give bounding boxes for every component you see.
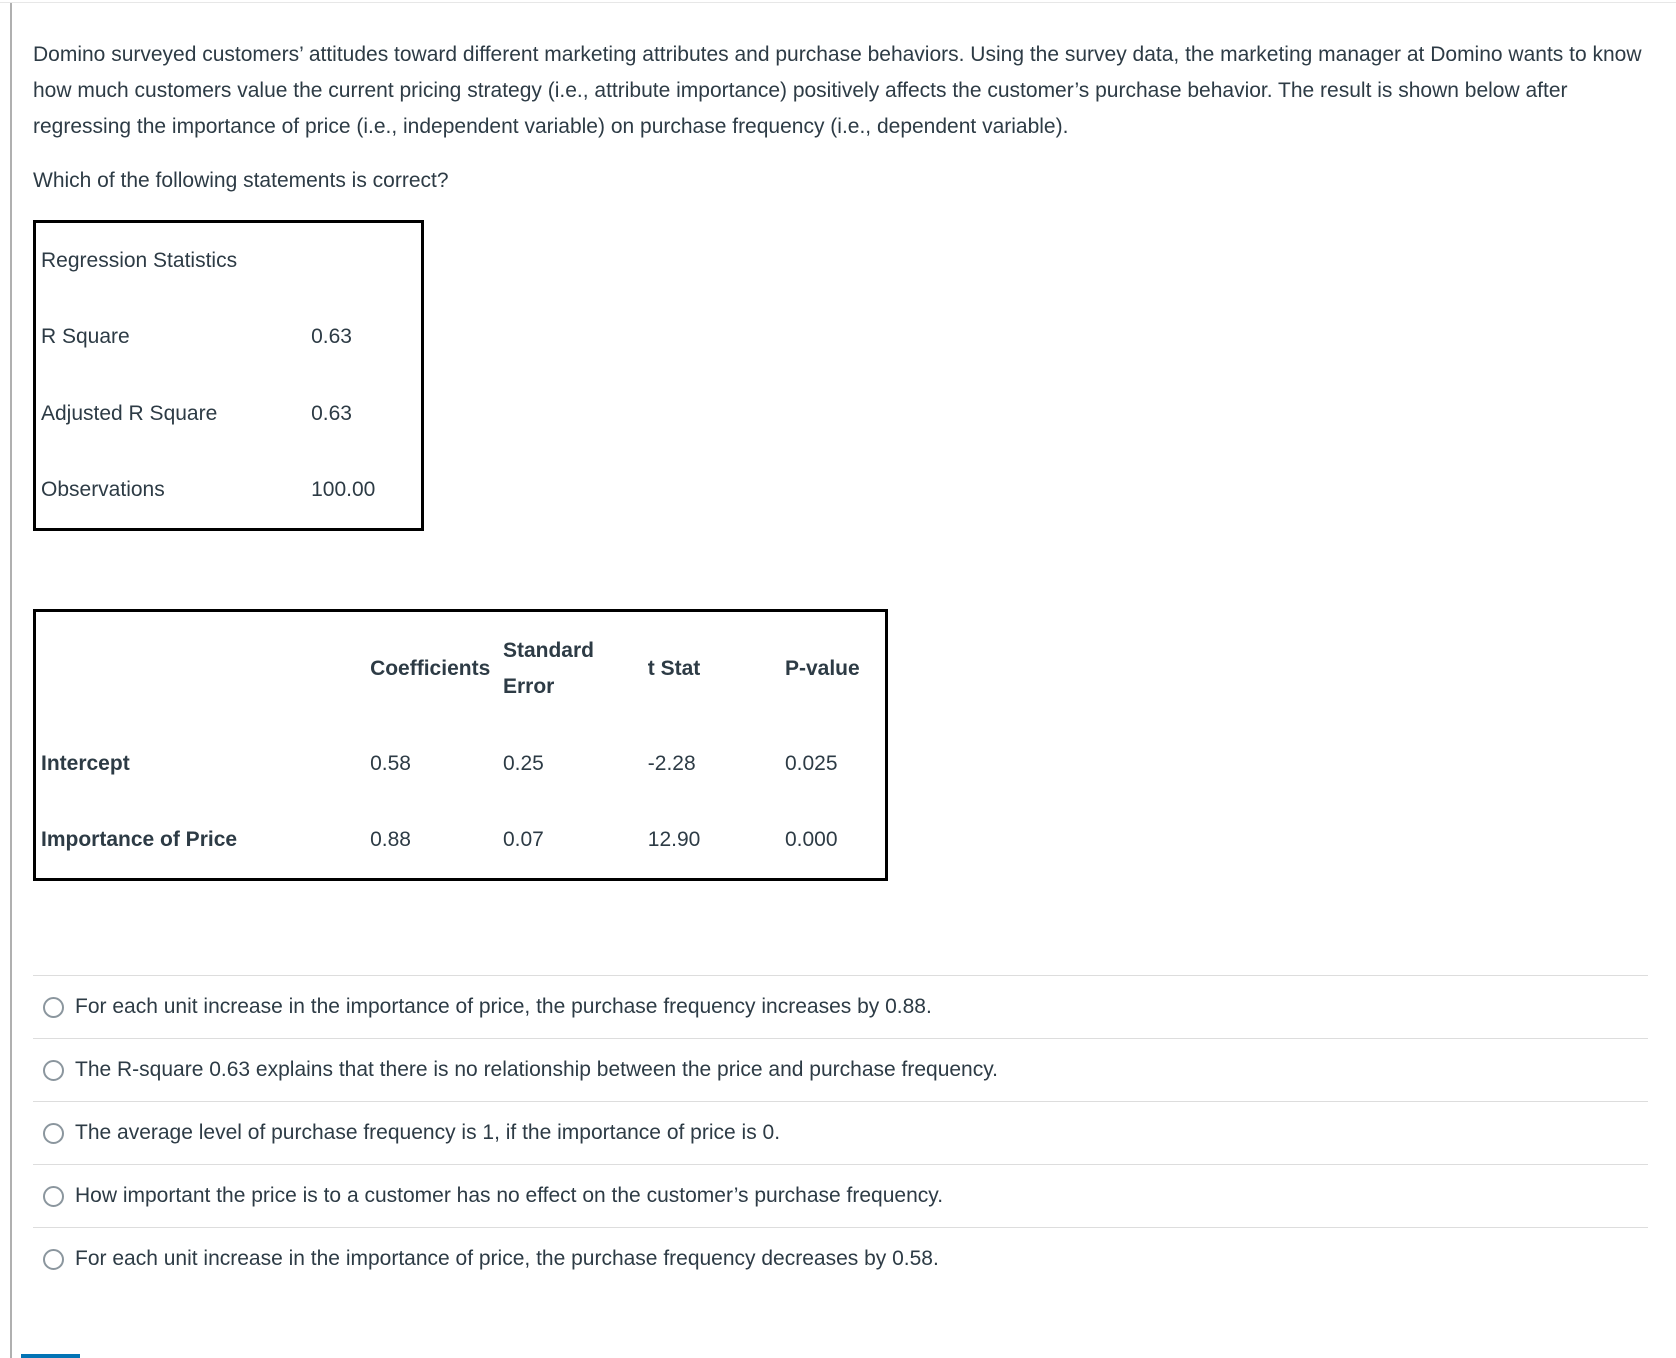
answer-option-label[interactable]: For each unit increase in the importance of price, the purchase frequency increases by 0.88.: [75, 995, 932, 1018]
standard-error-value: 0.07: [502, 828, 544, 852]
p-value: 0.025: [784, 752, 838, 775]
t-stat-value: -2.28: [647, 752, 696, 775]
stat-row: [35, 376, 423, 453]
blue-accent-bar: [21, 1354, 80, 1358]
question-text: Domino surveyed customers’ attitudes toward different marketing attributes and purchase behaviors. Using the survey data, the marketing manager at Domino wants to know how much customers value the current pricing strategy (i.e., attribute importance) positively affects the customer’s purchase behavior. The result is shown below after regressing the importance of price (i.e., independent variable) on purchase frequency (i.e., dependent variable).: [33, 43, 1642, 138]
stat-value: 0.63: [311, 325, 352, 348]
stats-title-row: [35, 222, 423, 299]
column-header-p-value: P-value: [784, 656, 860, 680]
coefficients-header-row: [35, 611, 887, 726]
regression-statistics-table: [33, 220, 424, 531]
coefficient-value: 0.88: [370, 828, 411, 852]
stat-row: [35, 299, 423, 376]
stat-label: Adjusted R Square: [41, 402, 218, 425]
answer-option-5[interactable]: [33, 1227, 1648, 1290]
radio-button-icon[interactable]: [43, 1249, 64, 1270]
column-header-standard-error: Standard Error: [502, 638, 594, 698]
radio-button-icon[interactable]: [43, 1060, 64, 1081]
answer-option-3[interactable]: [33, 1101, 1648, 1164]
stats-table-title: Regression Statistics: [41, 248, 238, 272]
coefficient-row: [35, 726, 887, 803]
stat-value: 0.63: [311, 402, 352, 425]
answer-option-1[interactable]: [33, 975, 1648, 1038]
coefficients-table: [33, 609, 888, 881]
question-prompt: Which of the following statements is correct?: [33, 169, 449, 192]
stat-value: 100.00: [311, 478, 376, 502]
radio-button-icon[interactable]: [43, 1186, 64, 1207]
coefficient-value: 0.58: [370, 752, 411, 775]
coefficient-row: [35, 803, 887, 880]
p-value: 0.000: [784, 828, 838, 852]
answer-option-label[interactable]: The R-square 0.63 explains that there is no relationship between the price and purchase frequency.: [75, 1058, 999, 1081]
answer-option-4[interactable]: [33, 1164, 1648, 1227]
standard-error-value: 0.25: [502, 752, 544, 775]
stat-row: [35, 453, 423, 530]
row-label-intercept: Intercept: [41, 752, 130, 775]
stat-label: R Square: [41, 325, 130, 348]
answer-options-list: [33, 975, 1648, 1290]
column-header-empty: [35, 611, 366, 726]
question-panel: [10, 3, 1676, 1358]
answer-option-label[interactable]: For each unit increase in the importance of price, the purchase frequency decreases by 0.58.: [75, 1247, 939, 1270]
row-label-importance-of-price: Importance of Price: [41, 828, 238, 852]
column-header-coefficients: Coefficients: [370, 656, 491, 680]
answer-option-2[interactable]: [33, 1038, 1648, 1101]
answer-option-label[interactable]: The average level of purchase frequency is 1, if the importance of price is 0.: [75, 1121, 781, 1144]
answer-option-label[interactable]: How important the price is to a customer has no effect on the customer’s purchase frequency.: [75, 1184, 944, 1207]
column-header-t-stat: t Stat: [647, 656, 701, 680]
radio-button-icon[interactable]: [43, 997, 64, 1018]
radio-button-icon[interactable]: [43, 1123, 64, 1144]
stat-label: Observations: [41, 478, 165, 502]
t-stat-value: 12.90: [647, 828, 701, 852]
